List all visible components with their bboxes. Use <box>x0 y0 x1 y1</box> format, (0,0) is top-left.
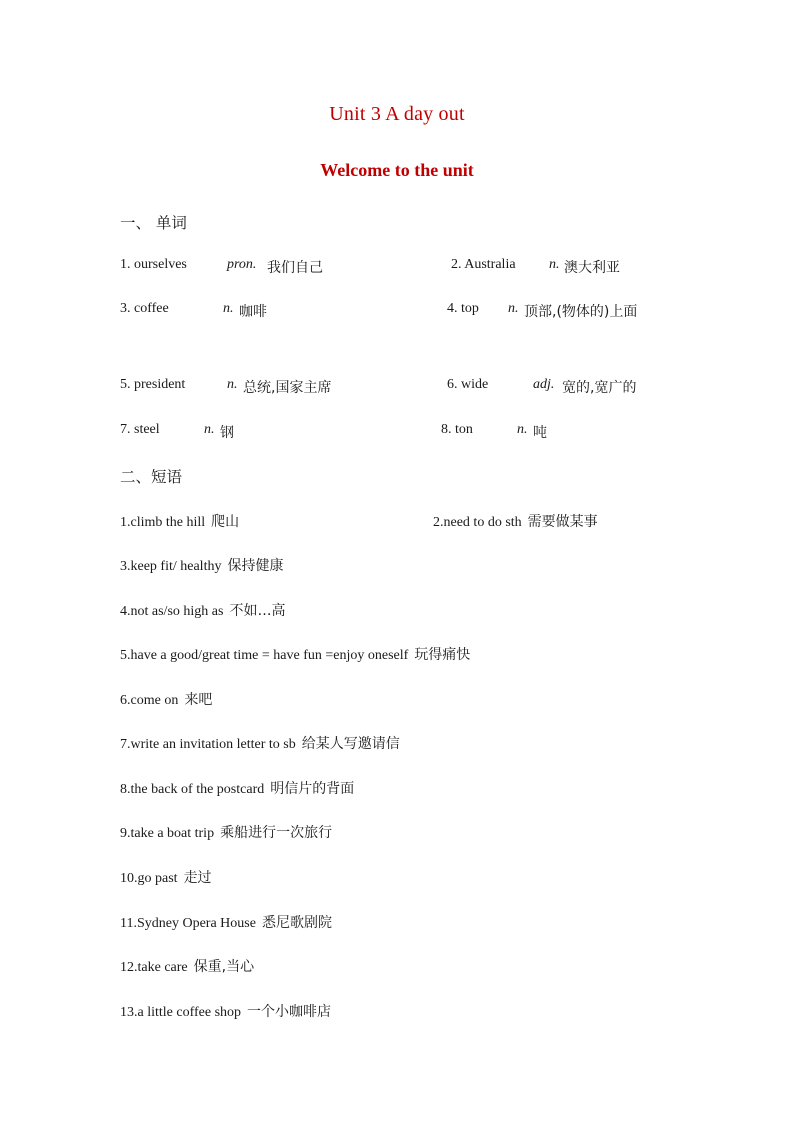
phrase-item <box>120 644 470 664</box>
phrase-zh: 给某人写邀请信 <box>301 736 400 752</box>
vocab-pos: n. <box>204 422 215 437</box>
phrase-zh: 悉尼歌剧院 <box>261 915 332 931</box>
phrase-item <box>120 555 283 575</box>
phrase-en: 12.take care <box>120 960 188 975</box>
phrase-en: 3.keep fit/ healthy <box>120 559 222 574</box>
page-subtitle: Welcome to the unit <box>320 160 474 180</box>
phrase-item <box>120 511 239 531</box>
vocab-pos: n. <box>223 301 234 316</box>
phrase-zh: 保重,当心 <box>193 959 255 975</box>
phrase-item <box>120 912 332 932</box>
vocab-word: 8. ton <box>441 422 473 437</box>
phrase-zh: 爬山 <box>211 514 240 530</box>
phrase-zh: 保持健康 <box>227 558 284 574</box>
vocab-pos: pron. <box>227 257 257 272</box>
vocab-row <box>0 377 794 399</box>
phrase-zh: 玩得痛快 <box>414 647 471 663</box>
phrase-en: 10.go past <box>120 871 178 886</box>
vocab-heading: 一、 单词 <box>120 214 187 232</box>
phrase-en: 6.come on <box>120 693 179 708</box>
phrase-item <box>120 956 254 976</box>
vocab-word: 2. Australia <box>451 257 516 272</box>
vocab-meaning: 我们自己 <box>267 260 323 276</box>
vocab-row <box>0 422 794 444</box>
phrase-zh: 明信片的背面 <box>270 781 355 797</box>
page-title: Unit 3 A day out <box>329 103 465 125</box>
vocab-meaning: 咖啡 <box>239 304 267 320</box>
vocab-meaning: 宽的,宽广的 <box>562 380 637 396</box>
vocab-pos: n. <box>227 377 238 392</box>
phrase-item <box>120 867 212 887</box>
phrase-item <box>120 689 212 709</box>
phrase-item <box>120 600 285 620</box>
vocab-meaning: 顶部,(物体的)上面 <box>524 304 638 320</box>
phrase-en: 8.the back of the postcard <box>120 782 265 797</box>
vocab-row <box>0 257 794 279</box>
phrase-en: 9.take a boat trip <box>120 826 215 841</box>
phrase-item <box>120 733 400 753</box>
vocab-pos: n. <box>549 257 560 272</box>
phrase-item <box>120 822 332 842</box>
vocab-pos: n. <box>517 422 528 437</box>
vocab-pos: n. <box>508 301 519 316</box>
phrase-en: 13.a little coffee shop <box>120 1005 242 1020</box>
phrase-item <box>120 1001 331 1021</box>
phrases-heading: 二、短语 <box>120 468 183 486</box>
vocab-meaning: 澳大利亚 <box>564 260 620 276</box>
phrase-en: 7.write an invitation letter to sb <box>120 737 296 752</box>
vocab-meaning: 钢 <box>220 425 234 441</box>
vocab-pos: adj. <box>533 377 555 392</box>
phrase-zh: 来吧 <box>184 692 213 708</box>
phrase-zh: 走过 <box>183 870 212 886</box>
vocab-word: 3. coffee <box>120 301 169 316</box>
phrase-zh: 一个小咖啡店 <box>247 1004 332 1020</box>
phrase-item <box>120 778 354 798</box>
phrase-item <box>433 511 598 531</box>
phrase-zh: 需要做某事 <box>527 514 598 530</box>
vocab-word: 1. ourselves <box>120 257 187 272</box>
vocab-word: 5. president <box>120 377 186 392</box>
vocab-meaning: 总统,国家主席 <box>243 380 332 396</box>
phrase-en: 4.not as/so high as <box>120 604 224 619</box>
vocab-word: 6. wide <box>447 377 489 392</box>
phrase-en: 2.need to do sth <box>433 515 522 530</box>
phrase-en: 5.have a good/great time = have fun =enjoy oneself <box>120 648 409 663</box>
vocab-word: 4. top <box>447 301 479 316</box>
vocab-meaning: 吨 <box>533 425 547 441</box>
vocab-row <box>0 301 794 323</box>
phrase-zh: 乘船进行一次旅行 <box>220 825 333 841</box>
vocab-word: 7. steel <box>120 422 160 437</box>
phrase-en: 11.Sydney Opera House <box>120 916 256 931</box>
phrase-zh: 不如…高 <box>229 603 286 619</box>
phrase-en: 1.climb the hill <box>120 515 206 530</box>
